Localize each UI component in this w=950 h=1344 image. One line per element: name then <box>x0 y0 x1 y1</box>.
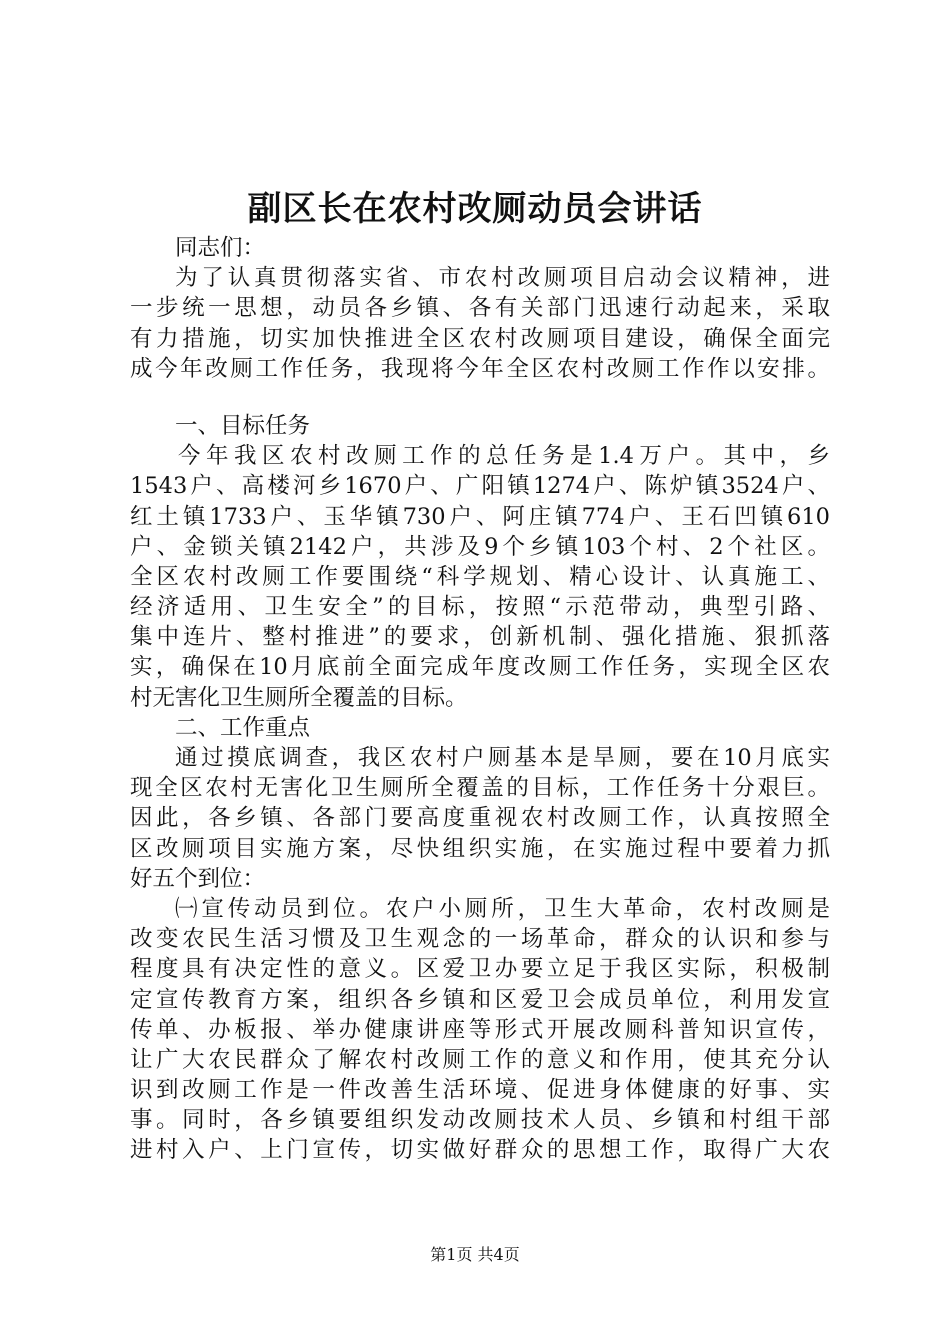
paragraph-line: 红土镇1733户、玉华镇730户、阿庄镇774户、王石凹镇610 <box>130 503 830 530</box>
paragraph-line: 实，确保在10月底前全面完成年度改厕工作任务，实现全区农 <box>130 654 830 681</box>
paragraph-line: 因此，各乡镇、各部门要高度重视农村改厕工作，认真按照全 <box>130 805 830 832</box>
page-footer: 第1页 共4页 <box>430 1245 520 1264</box>
document-body <box>130 233 830 1166</box>
paragraph-line: 通过摸底调查，我区农村户厕基本是旱厕，要在10月底实 <box>175 745 830 771</box>
paragraph-line: 一步统一思想，动员各乡镇、各有关部门迅速行动起来，采取 <box>130 295 830 322</box>
section-heading: 一、目标任务 <box>175 412 311 439</box>
paragraph-line: 让广大农民群众了解农村改厕工作的意义和作用，使其充分认 <box>130 1046 830 1073</box>
paragraph-line: 集中连片、整村推进”的要求，创新机制、强化措施、狠抓落 <box>130 624 830 651</box>
paragraph-line: 区改厕项目实施方案，尽快组织实施，在实施过程中要着力抓 <box>130 835 830 862</box>
paragraph-line: 事。同时，各乡镇要组织发动改厕技术人员、乡镇和村组干部 <box>130 1107 830 1134</box>
paragraph-line: 改变农民生活习惯及卫生观念的一场革命，群众的认识和参与 <box>130 926 830 953</box>
paragraph-line: 1543户、高楼河乡1670户、广阳镇1274户、陈炉镇3524户、 <box>130 473 830 500</box>
subsection1-paragraph <box>130 894 830 1166</box>
salutation: 同志们： <box>175 235 266 261</box>
paragraph-line: 今年我区农村改厕工作的总任务是1.4万户。其中，乡 <box>178 443 830 470</box>
paragraph-line: 经济适用、卫生安全”的目标，按照“示范带动，典型引路、 <box>130 594 830 621</box>
intro-paragraph <box>130 263 830 384</box>
paragraph-line: 传单、办板报、举办健康讲座等形式开展改厕科普知识宣传， <box>130 1016 830 1043</box>
paragraph-line: 进村入户、上门宣传，切实做好群众的思想工作，取得广大农 <box>130 1137 830 1164</box>
paragraph-line: 户、金锁关镇2142户，共涉及9个乡镇103个村、2个社区。 <box>130 533 830 560</box>
paragraph-line: 村无害化卫生厕所全覆盖的目标。 <box>130 684 468 711</box>
paragraph-line: 好五个到位： <box>130 865 266 892</box>
paragraph-line: 全区农村改厕工作要围绕“科学规划、精心设计、认真施工、 <box>130 563 830 590</box>
paragraph-line: 为了认真贯彻落实省、市农村改厕项目启动会议精神，进 <box>175 265 830 292</box>
paragraph-line: 成今年改厕工作任务，我现将今年全区农村改厕工作作以安排。 <box>130 355 830 382</box>
paragraph-line: 现全区农村无害化卫生厕所全覆盖的目标，工作任务十分艰巨。 <box>130 775 830 802</box>
paragraph-gap <box>130 384 830 411</box>
section1-paragraph <box>130 441 830 713</box>
paragraph-line: 定宣传教育方案，组织各乡镇和区爱卫会成员单位，利用发宣 <box>130 986 830 1013</box>
paragraph-line: 程度具有决定性的意义。区爱卫办要立足于我区实际，积极制 <box>130 956 830 983</box>
section2-paragraph <box>130 743 830 894</box>
document-title: 副区长在农村改厕动员会讲话 <box>247 189 703 229</box>
section-heading: 二、工作重点 <box>175 714 311 741</box>
paragraph-line: 识到改厕工作是一件改善生活环境、促进身体健康的好事、实 <box>130 1077 830 1104</box>
paragraph-line: 有力措施，切实加快推进全区农村改厕项目建设，确保全面完 <box>130 325 830 352</box>
paragraph-line: ㈠宣传动员到位。农户小厕所，卫生大革命，农村改厕是 <box>175 895 830 922</box>
